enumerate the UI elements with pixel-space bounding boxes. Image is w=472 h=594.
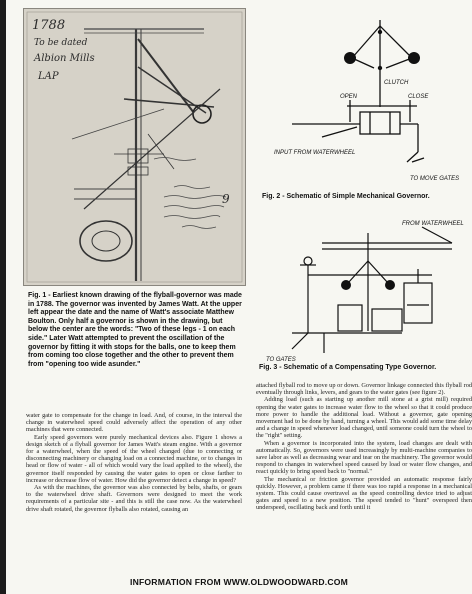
paragraph: Adding load (such as starting up another mill stone at a grist mill) required opening the water gates to increase water flow to the wheel so that it could produce more power to handle the additional load. Without a governor, gate opening movement had to be done by hand, turning a wheel. This would add some time delay and a change in speed whenever load changed, until someone could turn the wheel to the "right" setting. — [256, 396, 472, 440]
flyball-left — [344, 52, 356, 64]
from-waterwheel-label: FROM WATERWHEEL — [402, 221, 464, 227]
to-gates-label: TO GATES — [266, 357, 296, 363]
flyball-right — [408, 52, 420, 64]
watt-governor-drawing — [24, 9, 245, 285]
figure-2-caption: Fig. 2 - Schematic of Simple Mechanical Governor. — [262, 193, 430, 200]
body-text-left-column — [26, 412, 242, 513]
compensating-governor-diagram — [252, 213, 472, 365]
open-label: OPEN — [340, 94, 358, 100]
input-label: INPUT FROM WATERWHEEL — [274, 150, 356, 156]
paragraph: The mechanical or friction governor provided an automatic response fairly quickly. However, a problem came if there was too rapid a response in a mechanical system. This could cause overtravel as the speed controlling device tried to adjust gates and speed to a new position. The speed tended to "hunt" overspeed then underspeed, oscillating back and forth until it — [256, 475, 472, 512]
sketch-note-2: Albion Mills — [34, 53, 95, 64]
figure-3-caption: Fig. 3 - Schematic of a Compensating Type Governor. — [259, 364, 437, 371]
sketch-date: 1788 — [32, 18, 66, 33]
figure-1-sketch — [23, 8, 246, 286]
sketch-note-3: LAP — [38, 71, 59, 82]
to-move-label: TO MOVE GATES — [410, 176, 460, 182]
paragraph: When a governor is incorporated into the system, load changes are dealt with automatically. So, governors were used increasingly by multi-machine companies to save labor as well as decreasing wear and tear on the machinery. The governor would respond to changes in waterwheel speed caused by load or water flow changes, and react quickly to bring speed back to "normal." — [256, 439, 472, 476]
sketch-note-1: To be dated — [34, 38, 88, 48]
figure-2-schematic — [252, 12, 472, 187]
paragraph: water gate to compensate for the change in load. And, of course, in the interval the change in waterwheel speed could adversely affect the operation of any other machines that were connected. — [26, 412, 242, 434]
clutch-label: CLUTCH — [384, 80, 409, 86]
paragraph: As with the machines, the governor was also connected by belts, shafts, or gears to the waterwheel drive shaft. Governors were designed to meet the work requirements of a particular site - and this is still the case now. As the waterwheel drive shaft rotated, the governor flyballs also rotated, causing an — [26, 484, 242, 513]
close-label: CLOSE — [408, 94, 429, 100]
simple-governor-diagram — [252, 12, 472, 187]
figure-3-schematic — [252, 213, 472, 365]
paragraph: attached flyball rod to move up or down. Governor linkage connected this flyball rod eventually through links, levers, and gears to the water gates (see figure 2). — [256, 382, 472, 397]
body-text-right-column — [256, 382, 472, 512]
svg-text:9: 9 — [222, 192, 230, 206]
figure-1-caption: Fig. 1 - Earliest known drawing of the flyball-governor was made in 1788. The governor was invented by James Watt. At the upper left appear the date and the name of Watt's associate Matthew Boulton. Only half a governor is shown in the drawing, but below the center are the words: "Two of these legs - 1 on each side." Later Watt attempted to prevent the oscillation of the governor by fitting it with stops for the balls, one to keep them from coming too close together and the other to prevent them from "opening too wide asunder." — [28, 292, 242, 368]
paragraph: Early speed governors were purely mechanical devices also. Figure 1 shows a design sketch of a flyball governor for James Watt's steam engine. With a governor for a waterwheel, when the speed of the wheel changed (due to connecting or disconnecting machinery or changing load on a connected machine, or to changes in head or flow of water - all of which would vary the load applied to the wheel), the governor itself responded by causing the water gates to open or close farther to increase or decrease flow of water. How did the governor detect a change in speed? — [26, 433, 242, 484]
source-footer: INFORMATION FROM WWW.OLDWOODWARD.COM — [129, 577, 349, 587]
